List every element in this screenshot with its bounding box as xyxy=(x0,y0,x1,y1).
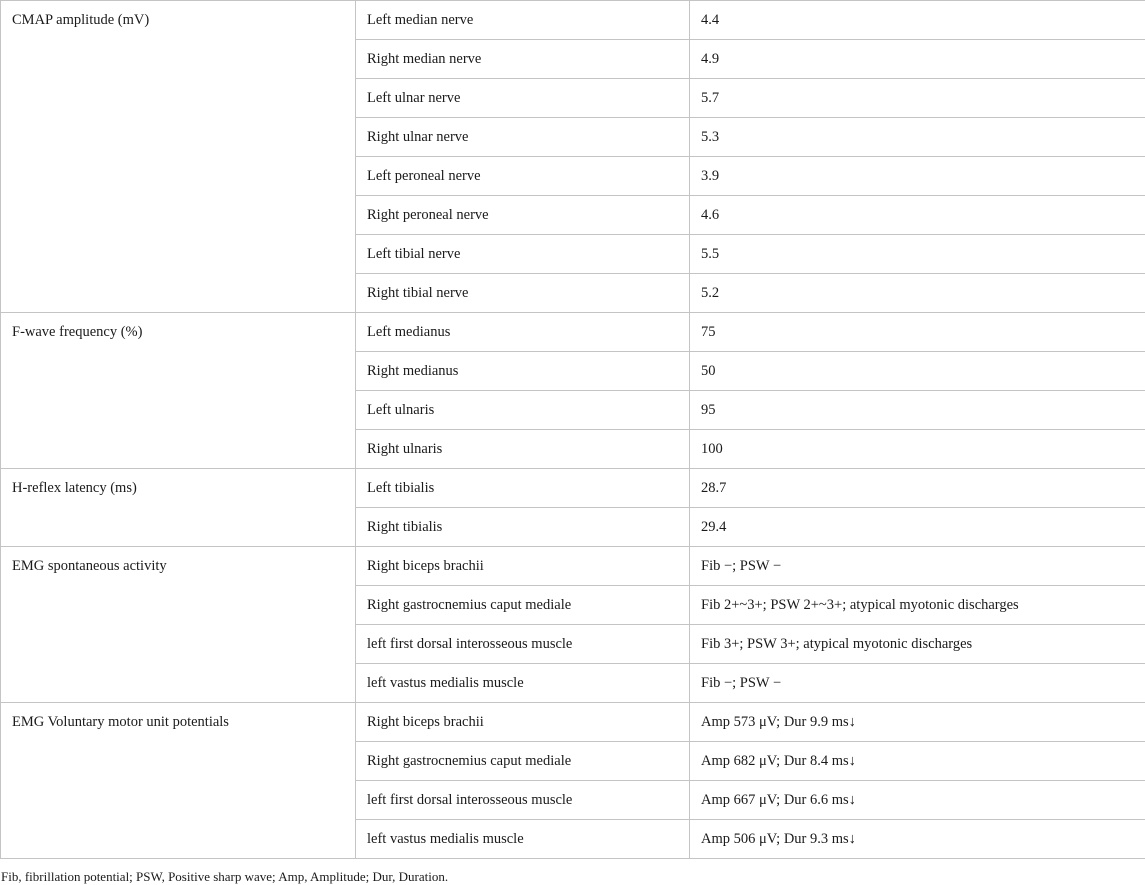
site-cell: Left median nerve xyxy=(356,1,690,40)
site-cell: Left tibial nerve xyxy=(356,235,690,274)
site-cell: Right biceps brachii xyxy=(356,547,690,586)
site-cell: left vastus medialis muscle xyxy=(356,820,690,859)
site-cell: left first dorsal interosseous muscle xyxy=(356,781,690,820)
site-cell: Left ulnar nerve xyxy=(356,79,690,118)
value-cell: Fib 3+; PSW 3+; atypical myotonic discharges xyxy=(690,625,1145,664)
site-cell: Right tibial nerve xyxy=(356,274,690,313)
table-row xyxy=(1,469,1145,508)
results-table-body xyxy=(1,1,1145,859)
table-row xyxy=(1,703,1145,742)
table-row xyxy=(1,313,1145,352)
value-cell: 5.7 xyxy=(690,79,1145,118)
value-cell: 28.7 xyxy=(690,469,1145,508)
value-cell: 5.2 xyxy=(690,274,1145,313)
site-cell: Right ulnaris xyxy=(356,430,690,469)
value-cell: Amp 573 μV; Dur 9.9 ms↓ xyxy=(690,703,1145,742)
value-cell: 3.9 xyxy=(690,157,1145,196)
group-label: EMG Voluntary motor unit potentials xyxy=(1,703,356,859)
group-label: EMG spontaneous activity xyxy=(1,547,356,703)
value-cell: 95 xyxy=(690,391,1145,430)
value-cell: 4.6 xyxy=(690,196,1145,235)
table-footnote: Fib, fibrillation potential; PSW, Positive sharp wave; Amp, Amplitude; Dur, Duration. xyxy=(0,859,1145,885)
value-cell: 29.4 xyxy=(690,508,1145,547)
site-cell: Right ulnar nerve xyxy=(356,118,690,157)
site-cell: Right median nerve xyxy=(356,40,690,79)
group-label: CMAP amplitude (mV) xyxy=(1,1,356,313)
value-cell: 100 xyxy=(690,430,1145,469)
group-label: F-wave frequency (%) xyxy=(1,313,356,469)
value-cell: Amp 682 μV; Dur 8.4 ms↓ xyxy=(690,742,1145,781)
value-cell: Fib 2+~3+; PSW 2+~3+; atypical myotonic discharges xyxy=(690,586,1145,625)
value-cell: 5.3 xyxy=(690,118,1145,157)
site-cell: left vastus medialis muscle xyxy=(356,664,690,703)
value-cell: 5.5 xyxy=(690,235,1145,274)
site-cell: Right gastrocnemius caput mediale xyxy=(356,742,690,781)
site-cell: Left medianus xyxy=(356,313,690,352)
site-cell: Right biceps brachii xyxy=(356,703,690,742)
value-cell: 50 xyxy=(690,352,1145,391)
site-cell: Right gastrocnemius caput mediale xyxy=(356,586,690,625)
value-cell: 75 xyxy=(690,313,1145,352)
site-cell: Left ulnaris xyxy=(356,391,690,430)
site-cell: left first dorsal interosseous muscle xyxy=(356,625,690,664)
site-cell: Left peroneal nerve xyxy=(356,157,690,196)
group-label: H-reflex latency (ms) xyxy=(1,469,356,547)
value-cell: 4.9 xyxy=(690,40,1145,79)
value-cell: 4.4 xyxy=(690,1,1145,40)
value-cell: Amp 506 μV; Dur 9.3 ms↓ xyxy=(690,820,1145,859)
table-row xyxy=(1,547,1145,586)
site-cell: Right peroneal nerve xyxy=(356,196,690,235)
site-cell: Left tibialis xyxy=(356,469,690,508)
site-cell: Right medianus xyxy=(356,352,690,391)
site-cell: Right tibialis xyxy=(356,508,690,547)
value-cell: Fib −; PSW − xyxy=(690,664,1145,703)
value-cell: Amp 667 μV; Dur 6.6 ms↓ xyxy=(690,781,1145,820)
table-row xyxy=(1,1,1145,40)
value-cell: Fib −; PSW − xyxy=(690,547,1145,586)
